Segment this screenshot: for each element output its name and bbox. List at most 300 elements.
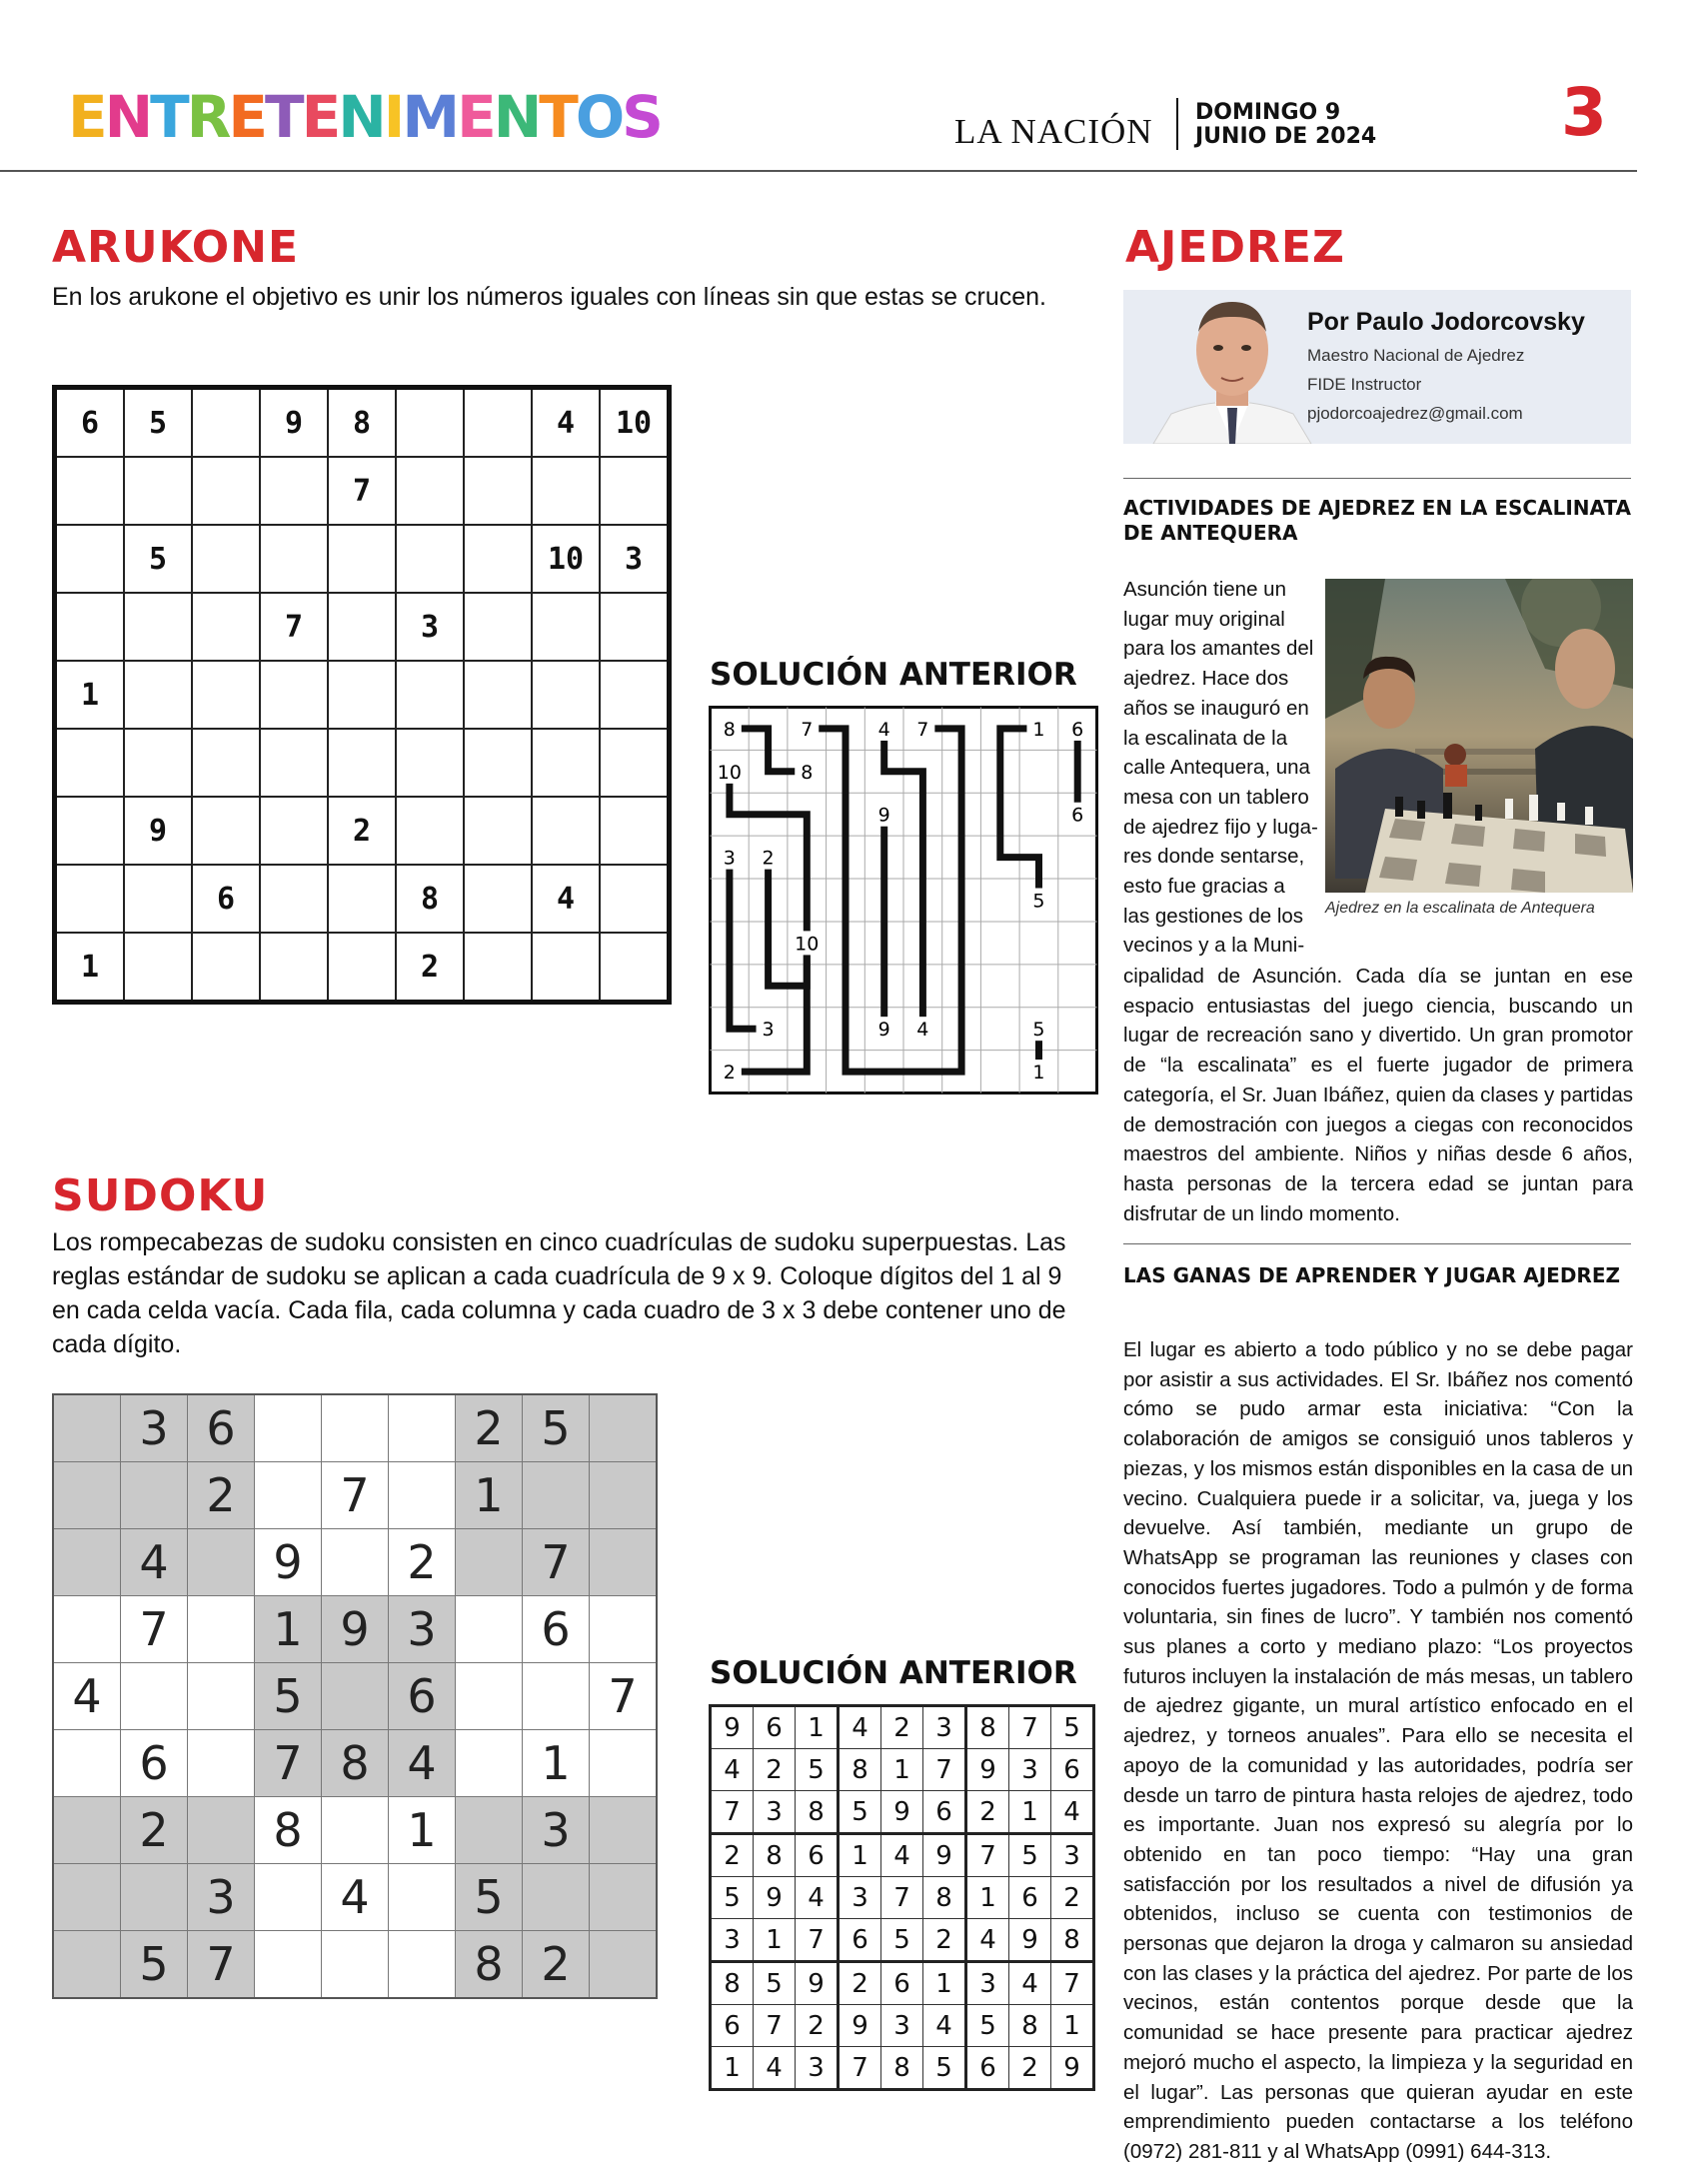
- grid-cell: 6: [796, 1834, 839, 1877]
- grid-cell: 4: [532, 388, 600, 458]
- logo-letter: N: [104, 83, 151, 151]
- grid-cell: [600, 661, 670, 729]
- grid-cell: 2: [881, 1706, 923, 1749]
- grid-cell: 3: [523, 1797, 590, 1864]
- grid-cell: 2: [796, 2005, 839, 2047]
- grid-cell: [188, 1596, 255, 1663]
- solution-number: 6: [1071, 804, 1084, 827]
- article-2-rule: [1123, 1243, 1631, 1244]
- page-number: 3: [1561, 74, 1607, 151]
- grid-cell: [328, 729, 396, 797]
- grid-cell: 6: [754, 1706, 796, 1749]
- grid-cell: [464, 933, 532, 1003]
- grid-cell: [328, 525, 396, 593]
- sudoku-title: SUDOKU: [52, 1170, 269, 1221]
- grid-cell: 1: [711, 2047, 754, 2090]
- lead-line: esto fue gracias a: [1123, 875, 1285, 899]
- grid-cell: 9: [711, 1706, 754, 1749]
- grid-cell: 6: [1051, 1749, 1094, 1791]
- logo-letter: N: [493, 83, 540, 151]
- grid-cell: [600, 865, 670, 933]
- grid-cell: 9: [255, 1529, 322, 1596]
- grid-cell: [192, 933, 260, 1003]
- grid-cell: [532, 661, 600, 729]
- grid-cell: [523, 1462, 590, 1529]
- grid-cell: [532, 729, 600, 797]
- grid-cell: 2: [754, 1749, 796, 1791]
- author-name: Por Paulo Jodorcovsky: [1307, 308, 1585, 336]
- grid-cell: [192, 457, 260, 525]
- grid-cell: 8: [1009, 2005, 1051, 2047]
- logo-letter: E: [301, 83, 339, 151]
- grid-cell: [260, 933, 328, 1003]
- chess-photo: [1325, 579, 1633, 893]
- lead-line: para los amantes del: [1123, 637, 1314, 661]
- grid-cell: [188, 1529, 255, 1596]
- article-2-title: LAS GANAS DE APRENDER Y JUGAR AJEDREZ: [1123, 1263, 1620, 1287]
- solution-number: 8: [723, 718, 736, 741]
- grid-cell: [55, 729, 125, 797]
- grid-cell: [55, 865, 125, 933]
- grid-cell: [188, 1663, 255, 1730]
- grid-cell: 7: [1009, 1706, 1051, 1749]
- author-title-2: FIDE Instructor: [1307, 375, 1422, 394]
- grid-cell: 9: [124, 797, 192, 865]
- arukone-description: En los arukone el objetivo es unir los números iguales con líneas sin que estas se crucen.: [52, 283, 1047, 311]
- grid-cell: 9: [1051, 2047, 1094, 2090]
- grid-cell: 1: [1009, 1791, 1051, 1834]
- grid-cell: 7: [188, 1931, 255, 1999]
- grid-cell: [55, 457, 125, 525]
- grid-cell: [124, 593, 192, 661]
- grid-cell: 7: [711, 1791, 754, 1834]
- arukone-solution-title: SOLUCIÓN ANTERIOR: [710, 657, 1077, 693]
- grid-cell: [322, 1797, 389, 1864]
- lead-line: ajedrez. Hace dos: [1123, 667, 1289, 691]
- grid-cell: 7: [590, 1663, 658, 1730]
- grid-cell: 3: [600, 525, 670, 593]
- grid-cell: 6: [121, 1730, 188, 1797]
- author-email[interactable]: pjodorcoajedrez@gmail.com: [1307, 404, 1523, 423]
- solution-number: 9: [877, 804, 890, 827]
- grid-cell: 1: [1051, 2005, 1094, 2047]
- article-1-lead: [1123, 575, 1318, 961]
- grid-cell: 2: [456, 1394, 523, 1462]
- grid-cell: [590, 1394, 658, 1462]
- grid-cell: [464, 593, 532, 661]
- grid-cell: [322, 1663, 389, 1730]
- grid-cell: 1: [881, 1749, 923, 1791]
- grid-cell: [124, 933, 192, 1003]
- grid-cell: 6: [523, 1596, 590, 1663]
- grid-cell: [55, 525, 125, 593]
- grid-cell: 5: [456, 1864, 523, 1931]
- lead-line: calle Antequera, una: [1123, 756, 1310, 780]
- grid-cell: 1: [255, 1596, 322, 1663]
- solution-number: 4: [916, 1019, 929, 1042]
- photo-caption: Ajedrez en la escalinata de Antequera: [1325, 900, 1595, 917]
- grid-cell: 5: [796, 1749, 839, 1791]
- grid-cell: [590, 1462, 658, 1529]
- grid-cell: [260, 729, 328, 797]
- grid-cell: 7: [923, 1749, 966, 1791]
- grid-cell: 8: [881, 2047, 923, 2090]
- grid-cell: 4: [796, 1877, 839, 1919]
- lead-line: Asunción tiene un: [1123, 578, 1286, 601]
- logo-letter: S: [622, 83, 661, 151]
- solution-number: 4: [877, 718, 890, 741]
- grid-cell: 6: [711, 2005, 754, 2047]
- grid-cell: 6: [389, 1663, 456, 1730]
- grid-cell: [124, 865, 192, 933]
- grid-cell: 2: [1051, 1877, 1094, 1919]
- grid-cell: [322, 1529, 389, 1596]
- grid-cell: 2: [328, 797, 396, 865]
- grid-cell: [600, 797, 670, 865]
- article-1-rule: [1123, 478, 1631, 479]
- grid-cell: 5: [124, 525, 192, 593]
- grid-cell: [255, 1931, 322, 1999]
- grid-cell: [328, 933, 396, 1003]
- grid-cell: [590, 1596, 658, 1663]
- grid-cell: 7: [1051, 1962, 1094, 2005]
- solution-number: 1: [1032, 718, 1045, 741]
- logo-letter: M: [402, 83, 458, 151]
- grid-cell: 1: [754, 1919, 796, 1962]
- grid-cell: 4: [711, 1749, 754, 1791]
- grid-cell: [396, 661, 464, 729]
- logo-letter: N: [338, 83, 384, 151]
- grid-cell: [192, 797, 260, 865]
- logo-letter: T: [150, 83, 187, 151]
- grid-cell: 7: [255, 1730, 322, 1797]
- grid-cell: [322, 1394, 389, 1462]
- grid-cell: 5: [523, 1394, 590, 1462]
- grid-cell: [188, 1730, 255, 1797]
- lead-line: vecinos y a la Muni-: [1123, 934, 1305, 958]
- grid-cell: 2: [711, 1834, 754, 1877]
- article-1-title: ACTIVIDADES DE AJEDREZ EN LA ESCALINATA DE ANTEQUERA: [1123, 496, 1631, 545]
- grid-cell: 7: [260, 593, 328, 661]
- grid-cell: [53, 1394, 121, 1462]
- grid-cell: [121, 1864, 188, 1931]
- grid-cell: 3: [389, 1596, 456, 1663]
- grid-cell: 9: [966, 1749, 1009, 1791]
- grid-cell: [456, 1529, 523, 1596]
- grid-cell: 7: [328, 457, 396, 525]
- solution-number: 10: [795, 933, 820, 956]
- grid-cell: 1: [796, 1706, 839, 1749]
- solution-number: 5: [1032, 890, 1045, 913]
- grid-cell: 3: [754, 1791, 796, 1834]
- grid-cell: [260, 661, 328, 729]
- grid-cell: [396, 525, 464, 593]
- grid-cell: [124, 457, 192, 525]
- lead-line: res donde sentarse,: [1123, 845, 1305, 869]
- grid-cell: [389, 1462, 456, 1529]
- grid-cell: [124, 729, 192, 797]
- grid-cell: 3: [839, 1877, 881, 1919]
- grid-cell: 9: [260, 388, 328, 458]
- grid-cell: 5: [923, 2047, 966, 2090]
- grid-cell: 4: [532, 865, 600, 933]
- grid-cell: 8: [456, 1931, 523, 1999]
- grid-cell: [53, 1797, 121, 1864]
- grid-cell: [53, 1931, 121, 1999]
- grid-cell: 7: [754, 2005, 796, 2047]
- grid-cell: 5: [966, 2005, 1009, 2047]
- arukone-solution-grid: [709, 706, 1098, 1094]
- grid-cell: 9: [1009, 1919, 1051, 1962]
- grid-cell: 9: [923, 1834, 966, 1877]
- grid-cell: 8: [754, 1834, 796, 1877]
- logo-letter: E: [457, 83, 494, 151]
- sudoku-solution-grid: [709, 1704, 1095, 2091]
- grid-cell: 3: [396, 593, 464, 661]
- grid-cell: [600, 593, 670, 661]
- grid-cell: [464, 729, 532, 797]
- grid-cell: 8: [923, 1877, 966, 1919]
- grid-cell: 6: [188, 1394, 255, 1462]
- grid-cell: 4: [1009, 1962, 1051, 2005]
- grid-cell: 5: [754, 1962, 796, 2005]
- grid-cell: 7: [881, 1877, 923, 1919]
- grid-cell: [464, 865, 532, 933]
- logo-letter: T: [265, 83, 302, 151]
- grid-cell: [322, 1931, 389, 1999]
- solution-number: 6: [1071, 718, 1084, 741]
- grid-cell: 6: [923, 1791, 966, 1834]
- grid-cell: [590, 1529, 658, 1596]
- grid-cell: [260, 865, 328, 933]
- grid-cell: 6: [192, 865, 260, 933]
- arukone-title: ARUKONE: [52, 222, 300, 273]
- grid-cell: 4: [121, 1529, 188, 1596]
- date-line-2: JUNIO DE 2024: [1195, 124, 1377, 149]
- grid-cell: [328, 593, 396, 661]
- grid-cell: 5: [839, 1791, 881, 1834]
- grid-cell: [523, 1864, 590, 1931]
- grid-cell: 8: [839, 1749, 881, 1791]
- grid-cell: 10: [600, 388, 670, 458]
- grid-cell: [260, 457, 328, 525]
- grid-cell: 4: [839, 1706, 881, 1749]
- grid-cell: 4: [389, 1730, 456, 1797]
- grid-cell: 4: [322, 1864, 389, 1931]
- grid-cell: [464, 661, 532, 729]
- logo-letter: O: [575, 83, 623, 151]
- grid-cell: 5: [255, 1663, 322, 1730]
- grid-cell: 5: [711, 1877, 754, 1919]
- grid-cell: 4: [53, 1663, 121, 1730]
- lead-line: de ajedrez fijo y luga-: [1123, 815, 1318, 839]
- grid-cell: 4: [966, 1919, 1009, 1962]
- date-line-1: DOMINGO 9: [1195, 100, 1341, 125]
- solution-number: 1: [1032, 1062, 1045, 1085]
- grid-cell: 3: [121, 1394, 188, 1462]
- grid-cell: 8: [255, 1797, 322, 1864]
- grid-cell: [121, 1663, 188, 1730]
- grid-cell: 2: [966, 1791, 1009, 1834]
- grid-cell: 2: [188, 1462, 255, 1529]
- grid-cell: 8: [1051, 1919, 1094, 1962]
- grid-cell: [255, 1864, 322, 1931]
- solution-number: 10: [717, 761, 742, 784]
- grid-cell: 8: [796, 1791, 839, 1834]
- grid-cell: 7: [796, 1919, 839, 1962]
- grid-cell: [464, 797, 532, 865]
- grid-cell: 3: [1051, 1834, 1094, 1877]
- grid-cell: 10: [532, 525, 600, 593]
- grid-cell: 8: [396, 865, 464, 933]
- grid-cell: [456, 1797, 523, 1864]
- grid-cell: 5: [121, 1931, 188, 1999]
- grid-cell: 9: [754, 1877, 796, 1919]
- lead-line: años se inauguró en: [1123, 696, 1309, 720]
- grid-cell: 8: [711, 1962, 754, 2005]
- grid-cell: 1: [456, 1462, 523, 1529]
- article-2-body: El lugar es abierto a todo público y no se debe pagar por asistir a sus actividades. El Sr. Ibáñez nos comentó cómo se pudo armar esta iniciativa: “Con la colaboración de amigos se consiguió unos tableros y piezas, y los mismos están disponibles en la casa de un vecino. Cualquiera puede ir a solicitar, va, juega y los devuelve. Así también, mediante un grupo de WhatsApp se programan las reuniones y clases con conocidos fuertes jugadores. Todo a pulmón y de forma voluntaria, sin fines de lucro”. Y también nos comentó sus planes a corto y mediano plazo: “Los proyectos futuros incluyen la instalación de más mesas, un tablero de ajedrez gigante, un mural artístico enfocado en el ajedrez, y torneos anuales”. Para ello se necesita el apoyo de la comunidad y las autoridades, podría ser desde un tarro de pintura hasta relojes de ajedrez, todo es importante. Juan nos expresó su alegría por lo obtenido en tan poco tiempo: “Hay una gran satisfacción por los resultados a nivel de difusión ya obtenidos, incluso se cuenta con testimonios de personas que dejaron la droga y calmaron su ansiedad con las clases y la práctica del ajedrez. Por parte de los vecinos, están contentos porque desde que la comunidad se hace presente para practicar ajedrez mejoró mucho el aspecto, la limpieza y la seguridad en el lugar”. Las personas que quieran ayudar en este emprendimiento pueden contactarse a los teléfono (0972) 281-811 y al WhatsApp (0991) 644-313.: [1123, 1338, 1633, 2163]
- grid-cell: 4: [1051, 1791, 1094, 1834]
- grid-cell: 3: [966, 1962, 1009, 2005]
- grid-cell: 7: [523, 1529, 590, 1596]
- grid-cell: 2: [1009, 2047, 1051, 2090]
- logo-letter: T: [539, 83, 576, 151]
- grid-cell: [328, 865, 396, 933]
- grid-cell: 4: [881, 1834, 923, 1877]
- grid-cell: [456, 1730, 523, 1797]
- grid-cell: 3: [188, 1864, 255, 1931]
- solution-number: 3: [723, 847, 736, 870]
- logo-letter: R: [186, 83, 229, 151]
- issue-date: [1195, 101, 1376, 149]
- grid-cell: [121, 1462, 188, 1529]
- grid-cell: 9: [796, 1962, 839, 2005]
- grid-cell: [456, 1663, 523, 1730]
- grid-cell: [464, 457, 532, 525]
- logo-letter: I: [383, 83, 403, 151]
- grid-cell: [532, 933, 600, 1003]
- grid-cell: [456, 1596, 523, 1663]
- lead-line: lugar muy original: [1123, 607, 1285, 631]
- grid-cell: 5: [1051, 1706, 1094, 1749]
- grid-cell: [55, 797, 125, 865]
- solution-number: 3: [762, 1019, 775, 1042]
- grid-cell: 3: [923, 1706, 966, 1749]
- solution-number: 8: [801, 761, 814, 784]
- arukone-puzzle-grid: [52, 385, 672, 1005]
- ajedrez-title: AJEDREZ: [1125, 222, 1345, 273]
- grid-cell: 1: [923, 1962, 966, 2005]
- grid-cell: [590, 1864, 658, 1931]
- grid-cell: [260, 525, 328, 593]
- grid-cell: 4: [923, 2005, 966, 2047]
- grid-cell: [396, 457, 464, 525]
- grid-cell: [124, 661, 192, 729]
- grid-cell: [532, 593, 600, 661]
- grid-cell: 9: [322, 1596, 389, 1663]
- grid-cell: 5: [881, 1919, 923, 1962]
- solution-number: 7: [916, 718, 929, 741]
- grid-cell: 8: [322, 1730, 389, 1797]
- author-portrait: [1143, 290, 1321, 444]
- grid-cell: [255, 1462, 322, 1529]
- grid-cell: [389, 1394, 456, 1462]
- grid-cell: 2: [523, 1931, 590, 1999]
- grid-cell: [600, 457, 670, 525]
- grid-cell: [53, 1730, 121, 1797]
- grid-cell: [389, 1931, 456, 1999]
- grid-cell: [188, 1797, 255, 1864]
- sudoku-puzzle-grid: [52, 1393, 658, 1999]
- grid-cell: 1: [839, 1834, 881, 1877]
- grid-cell: [255, 1394, 322, 1462]
- grid-cell: [464, 388, 532, 458]
- grid-cell: 9: [881, 1791, 923, 1834]
- grid-cell: 2: [839, 1962, 881, 2005]
- grid-cell: [590, 1730, 658, 1797]
- grid-cell: [396, 729, 464, 797]
- grid-cell: 2: [121, 1797, 188, 1864]
- grid-cell: [192, 525, 260, 593]
- grid-cell: 6: [55, 388, 125, 458]
- lead-line: mesa con un tablero: [1123, 785, 1309, 809]
- grid-cell: 1: [55, 933, 125, 1003]
- grid-cell: [532, 457, 600, 525]
- grid-cell: [192, 593, 260, 661]
- grid-cell: 2: [396, 933, 464, 1003]
- grid-cell: [55, 593, 125, 661]
- grid-cell: 3: [711, 1919, 754, 1962]
- grid-cell: 3: [1009, 1749, 1051, 1791]
- grid-cell: [260, 797, 328, 865]
- solution-number: 7: [801, 718, 814, 741]
- grid-cell: [396, 797, 464, 865]
- sudoku-solution-title: SOLUCIÓN ANTERIOR: [710, 1655, 1077, 1691]
- grid-cell: 7: [121, 1596, 188, 1663]
- lead-line: la escalinata de la: [1123, 726, 1288, 750]
- grid-cell: 1: [55, 661, 125, 729]
- header-divider: [1176, 98, 1178, 150]
- newspaper-name: LA NACIÓN: [954, 112, 1153, 151]
- article-1-body: cipalidad de Asunción. Cada día se juntan en ese espacio entusiastas del juego ciencia, buscando un lugar de recreación sano y divertido. Un gran promotor de “la escalinata” es el fuerte jugador de primera categoría, el Sr. Juan Ibáñez, quien da clases y partidas de demostración con juegos a ciegas con reconocidos maestros del ambiente. Niños y niñas desde 6 años, hasta personas de la tercera edad se juntan para disfrutar de un lindo momento.: [1123, 965, 1633, 1225]
- grid-cell: [389, 1864, 456, 1931]
- grid-cell: [53, 1864, 121, 1931]
- solution-number: 9: [877, 1019, 890, 1042]
- grid-cell: [192, 729, 260, 797]
- grid-cell: [464, 525, 532, 593]
- grid-cell: 6: [839, 1919, 881, 1962]
- logo-letter: E: [68, 83, 105, 151]
- grid-cell: [600, 933, 670, 1003]
- grid-cell: 6: [1009, 1877, 1051, 1919]
- grid-cell: 5: [1009, 1834, 1051, 1877]
- grid-cell: [590, 1931, 658, 1999]
- solution-number: 2: [723, 1062, 736, 1085]
- grid-cell: 8: [966, 1706, 1009, 1749]
- lead-line: las gestiones de los: [1123, 904, 1304, 928]
- grid-cell: 6: [966, 2047, 1009, 2090]
- grid-cell: [192, 661, 260, 729]
- author-title-1: Maestro Nacional de Ajedrez: [1307, 346, 1525, 365]
- grid-cell: 4: [754, 2047, 796, 2090]
- solution-number: 5: [1032, 1019, 1045, 1042]
- grid-cell: [53, 1596, 121, 1663]
- grid-cell: 6: [881, 1962, 923, 2005]
- grid-cell: 5: [124, 388, 192, 458]
- grid-cell: 3: [881, 2005, 923, 2047]
- grid-cell: [328, 661, 396, 729]
